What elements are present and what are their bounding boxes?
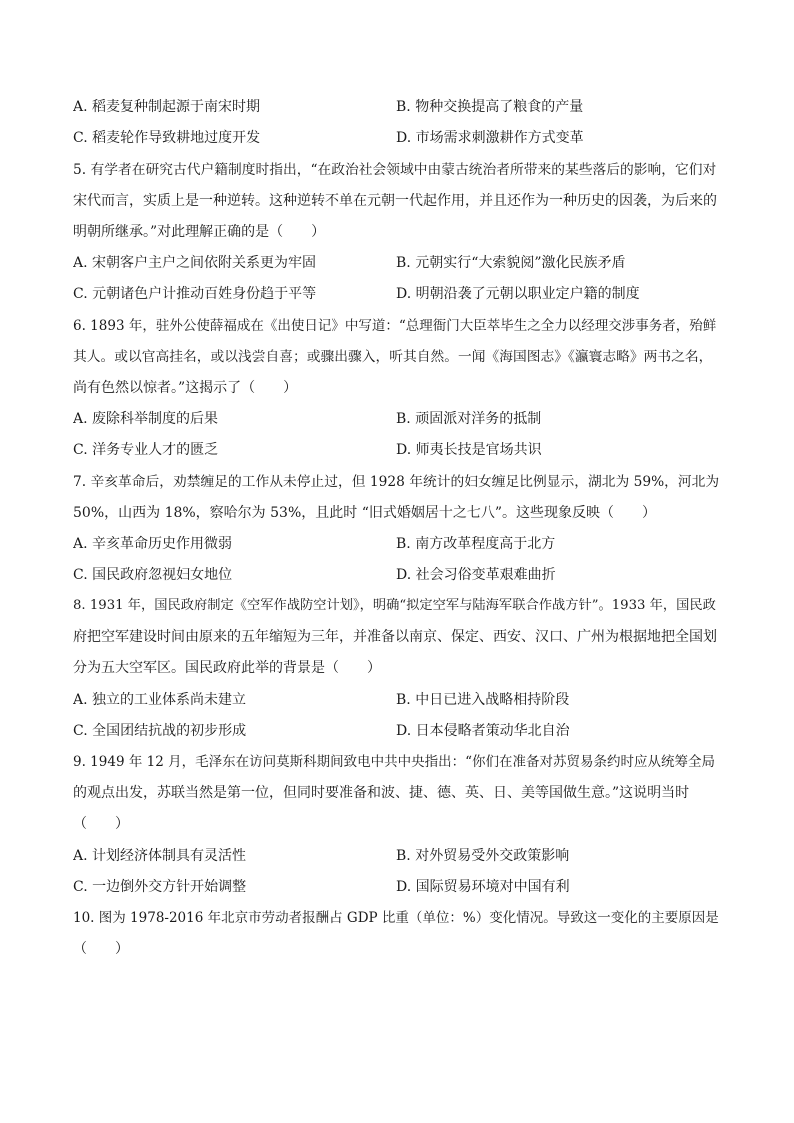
q8-stem-line-3: 分为五大空军区。国民政府此举的背景是（ ）: [73, 660, 381, 676]
q5-option-c[interactable]: C. 元朝诸色户计推动百姓身份趋于平等: [73, 286, 317, 302]
q4-option-c[interactable]: C. 稻麦轮作导致耕地过度开发: [73, 130, 261, 146]
q5-option-b[interactable]: B. 元朝实行“大索貌阅”激化民族矛盾: [396, 255, 626, 271]
q9-option-b[interactable]: B. 对外贸易受外交政策影响: [396, 848, 570, 864]
q9-option-c[interactable]: C. 一边倒外交方针开始调整: [73, 879, 247, 895]
q9-option-d[interactable]: D. 国际贸易环境对中国有利: [396, 879, 570, 895]
q6-option-b[interactable]: B. 顽固派对洋务的抵制: [396, 411, 542, 427]
q7-stem-line-2: 50%，山西为 18%，察哈尔为 53%，且此时 “旧式婚姻居十之七八”。这些现象反映（ ）: [73, 505, 657, 521]
q10-stem-line-2: （ ）: [73, 941, 129, 957]
q9-stem-line-2: 的观点出发，苏联当然是第一位，但同时要准备和波、捷、德、英、日、美等国做生意。”这说明当时: [73, 785, 690, 801]
q7-stem-line-1: 7. 辛亥革命后，劝禁缠足的工作从未停止过，但 1928 年统计的妇女缠足比例显示，湖北为 59%，河北为: [73, 474, 720, 490]
q7-option-d[interactable]: D. 社会习俗变革艰难曲折: [396, 567, 556, 583]
q5-stem-line-1: 5. 有学者在研究古代户籍制度时指出，“在政治社会领域中由蒙古统治者所带来的某些落后的影响，它们对: [73, 162, 717, 178]
q8-option-b[interactable]: B. 中日已进入战略相持阶段: [396, 692, 570, 708]
q8-option-c[interactable]: C. 全国团结抗战的初步形成: [73, 723, 247, 739]
q6-option-c[interactable]: C. 洋务专业人才的匮乏: [73, 442, 219, 458]
q7-option-a[interactable]: A. 辛亥革命历史作用微弱: [73, 536, 233, 552]
q8-option-a[interactable]: A. 独立的工业体系尚未建立: [73, 692, 247, 708]
q5-option-a[interactable]: A. 宋朝客户主户之间依附关系更为牢固: [73, 255, 317, 271]
q7-option-b[interactable]: B. 南方改革程度高于北方: [396, 536, 556, 552]
q6-stem-line-2: 其人。或以官高挂名，或以浅尝自喜；或骤出骤入，听其自然。一闻《海国图志》《瀛寰志略》两书之名，: [73, 349, 713, 365]
q8-stem-line-2: 府把空军建设时间由原来的五年缩短为三年，并准备以南京、保定、西安、汉口、广州为根据地把全国划: [73, 629, 717, 645]
q8-option-d[interactable]: D. 日本侵略者策动华北自治: [396, 723, 570, 739]
q6-option-a[interactable]: A. 废除科举制度的后果: [73, 411, 219, 427]
q5-option-d[interactable]: D. 明朝沿袭了元朝以职业定户籍的制度: [396, 286, 640, 302]
q6-stem-line-1: 6. 1893 年，驻外公使薛福成在《出使日记》中写道：“总理衙门大臣萃毕生之全力以经理交涉事务者，殆鲜: [73, 318, 717, 334]
q4-option-b[interactable]: B. 物种交换提高了粮食的产量: [396, 99, 584, 115]
q9-stem-line-3: （ ）: [73, 816, 129, 832]
q10-stem-line-1: 10. 图为 1978-2016 年北京市劳动者报酬占 GDP 比重（单位：%）变化情况。导致这一变化的主要原因是: [73, 910, 719, 926]
q5-stem-line-2: 宋代而言，实质上是一种逆转。这种逆转不单在元朝一代起作用，并且还作为一种历史的因袭，为后来的: [73, 193, 717, 209]
q7-option-c[interactable]: C. 国民政府忽视妇女地位: [73, 567, 233, 583]
q8-stem-line-1: 8. 1931 年，国民政府制定《空军作战防空计划》，明确“拟定空军与陆海军联合作战方针”。1933 年，国民政: [73, 598, 716, 613]
q5-stem-line-3: 明朝所继承。”对此理解正确的是（ ）: [73, 224, 326, 240]
q6-option-d[interactable]: D. 师夷长技是官场共识: [396, 442, 542, 458]
q4-option-d[interactable]: D. 市场需求刺激耕作方式变革: [396, 130, 584, 146]
q9-stem-line-1: 9. 1949 年 12 月，毛泽东在访问莫斯科期间致电中共中央指出：“你们在准备对苏贸易条约时应从统筹全局: [73, 754, 715, 770]
q4-option-a[interactable]: A. 稻麦复种制起源于南宋时期: [73, 99, 261, 115]
q6-stem-line-3: 尚有色然以惊者。”这揭示了（ ）: [73, 380, 298, 396]
q9-option-a[interactable]: A. 计划经济体制具有灵活性: [73, 848, 247, 864]
